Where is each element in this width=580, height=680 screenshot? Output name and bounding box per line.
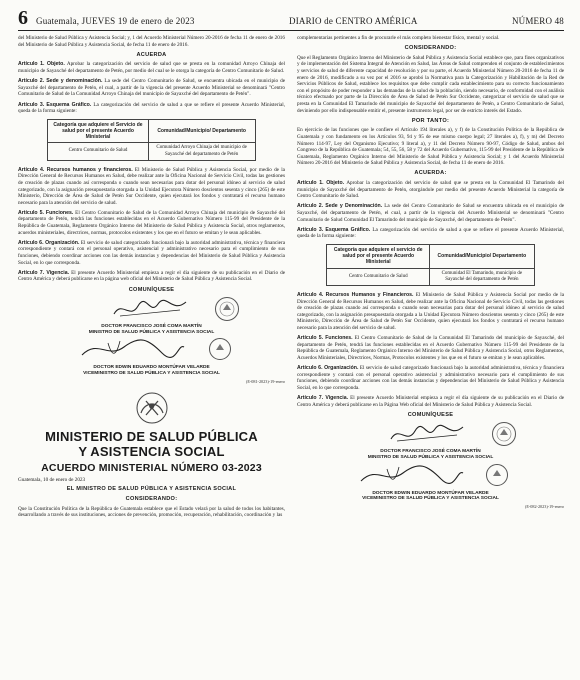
right-signature-area-2	[297, 463, 564, 489]
official-seal-icon	[491, 421, 517, 447]
table-cell-location: Comunidad El Tamarindo, municipio de Sayaxché del departamento de Petén	[430, 268, 535, 285]
right-category-table	[326, 244, 534, 286]
table-cell-category: Centro Comunitario de Salud	[327, 268, 430, 285]
left-article-1: Artículo 1. Objeto. Aprobar la categorización del servicio de salud que se presta en la comunidad Arroyo Chinaja del municipio de Sayaxché del departamento de Petén, por medio del cual se le otorga la categoría de Centro Comunitario de Salud.	[18, 61, 285, 74]
left-intro: del Ministerio de Salud Pública y Asistencia Social; y, 1 del Acuerdo Ministerial Número 20-2016 de fecha 11 de enero de 2016 del Ministerio de Salud Pública y Asistencia Social, de fecha 11 de enero de 2016.	[18, 35, 285, 48]
left-acuerda-heading: ACUERDA	[136, 51, 167, 58]
left-article-2: Artículo 2. Sede y denominación. La sede del Centro Comunitario de Salud, se encuentra ubicada en el municipio de Sayaxché del departamento de Petén, el cual, a partir de la vigencia del presente Acuerdo Ministerial se denominará "Centro Comunitario de Salud de la Comunidad Arroyo Chinaja del municipio de Sayaxché del departamento de Petén".	[18, 78, 286, 98]
left-article-6: Artículo 6. Organización. El servicio de salud categorizado funcionará bajo la autoridad administrativa, técnica y financiera correspondiente y contará con el personal operativo, asistencial y administrativo necesario para el cumplimiento de sus funciones, debiendo coordinar acciones con las demás instancias y dependencias del Ministerio de Salud Pública y Asistencia Social, en lo que corresponda.	[18, 239, 286, 266]
right-signature-1	[297, 449, 564, 460]
por-tanto-text: En ejercicio de las funciones que le confiere el Artículo 194 literales a), y f) de la Constitución Política de la República de Guatemala y con fundamento en los Artículos 93, 94 y 95 de ese mismo cuerpo legal; 27 literales a), f), y m) del Decreto Número 114-97, Ley del Organismo Ejecutivo; 9 literal a), y 11 del Decreto Número 90-97, Código de Salud, ambos del Congreso de la República de Guatemala; 54, 55, 56, 58 y 72 del Acuerdo Gubernativo, 115-99 del Presidente de la República de Guatemala, Reglamento Orgánico Interno del Ministerio de Salud Pública y Asistencia Social; y 1 del Acuerdo Ministerial Número 20-2016 del Ministerio de Salud Pública y Asistencia Social, de fecha 11 de enero de 2016.	[297, 127, 564, 167]
right-publication-code: (E-082-2023)-19-enero	[524, 503, 564, 509]
right-considerando-heading: CONSIDERANDO:	[404, 45, 457, 52]
table-header-category: Categoría que adquiere el Servicio de salud por el presente Acuerdo Ministerial	[48, 119, 148, 143]
left-article-7: Artículo 7. Vigencia. El presente Acuerdo Ministerial empieza a regir el día siguiente de su publicación en el Diario de Centro América y deberá publicarse en la página web oficial del Ministerio de Salud Pública y Asistencia Social.	[18, 269, 285, 283]
ministry-title-line-1: MINISTERIO DE SALUD PÚBLICA	[45, 429, 258, 445]
signature-scribble-icon	[110, 298, 190, 320]
right-article-2: Artículo 2. Sede y Denominación. La sede del Centro Comunitario de Salud se encuentra ubicada en el municipio de Sayaxché, del departamento de Petén, el cual, a partir de la vigencia del Acuerdo Ministerial se denominará "Centro Comunitario de Salud Comunidad El Tamarindo del municipio de Sayaxché, del departamento de Petén".	[297, 203, 565, 223]
page-header	[18, 6, 564, 31]
ministry-title-line-2: Y ASISTENCIA SOCIAL	[78, 444, 225, 460]
signer-2-title: VICEMINISTRO DE SALUD PÚBLICA Y ASISTENCIA SOCIAL	[362, 496, 499, 502]
acuerdo-date: Guatemala, 10 de enero de 2023	[18, 476, 86, 483]
right-article-4: Artículo 4. Recursos Humanos y Financieros. El Ministerio de Salud Pública y Asistencia Social por medio de la Dirección General de Recursos Humanos en Salud, debe realizar ante la Oficina Nacional de Servicio Civil, todas las gestiones de creación de plazas cuando así corresponda o cuando sean necesarias para dotar del personal idóneo al servicio de salud categorizado, con la asignación presupuestaria otorgada a la Unidad Ejecutora Número doscientos sesenta y cinco (265) de este Ministerio, Dirección de Área de Salud de Petén Sur Occidente, quien ejecutará los fondos y contratará el recurso humano necesario para la atención del servicio de salud.	[297, 292, 564, 331]
signer-2-title: VICEMINISTRO DE SALUD PÚBLICA Y ASISTENCIA SOCIAL	[83, 370, 220, 376]
right-signature-2	[297, 491, 564, 502]
left-column	[18, 35, 285, 522]
header-issue-number: NÚMERO 48	[511, 16, 564, 26]
left-signature-area-2	[18, 337, 285, 363]
left-considerando-text: Que la Constitución Política de la República de Guatemala establece que el Estado velará por la salud de todos los habitantes, desarrollando a través de sus instituciones, acciones de prevención, promoción, recuperación, rehabilitación, coordinación y las	[18, 505, 285, 519]
right-article-5: Artículo 5. Funciones. El Centro Comunitario de Salud de la Comunidad El Tamarindo del municipio de Sayaxché, del departamento de Petén, tendrá las funciones establecidas en el Acuerdo Gubernativo Número 115-99 del Presidente de la República de Guatemala, Reglamento Orgánico Interno del Ministerio de Salud Pública y Asistencia Social, otros Reglamentos, Acuerdos Ministeriales, Directrices, Normas, Protocolos existentes y los que en el futuro se emitan y le sean aplicables.	[297, 335, 564, 361]
table-header-location: Comunidad/Municipio/ Departamento	[148, 119, 255, 143]
official-seal-icon	[208, 337, 232, 361]
signer-2-name: DOCTOR EDWIN EDUARDO MONTÚFAR VELARDE	[93, 365, 210, 371]
right-signature-area-1	[297, 421, 564, 447]
page-number: 6	[18, 7, 28, 29]
left-signature-area-1	[18, 296, 285, 322]
ministry-emblem	[18, 391, 285, 425]
right-considerando-text: Que el Reglamento Orgánico Interno del Ministerio de Salud Pública y Asistencia Social establece que, para fines organizativos y de implementación del Sistema Integral de Atención en Salud, las Áreas de Salud comprenden el conjunto de establecimientos y servicios de salud de diferente capacidad de resolución y por su parte, el Acuerdo Ministerial Número 20-2016 de fecha 11 de enero de 2016, modificado a su vez por el 2016 se aprobó la Normativa para la Categorización y Habilitación de la Red de Servicios Públicos de Salud, establece los requisitos que debe cumplir cada establecimiento para su correcto funcionamiento con el propósito de poder responder a las demandas de la salud de la población, siendo necesario, de conformidad con el análisis técnico efectuado por parte de la Dirección de Área de Salud de Petén Sur Occidente, categorizar el servicio de salud que se presta en la Comunidad El Tamarindo del municipio de Sayaxché del departamento de Petén, a Centro Comunitario de Salud, deviniendo por ello indispensable emitir el, presente instrumento legal, por ser de estricto interés del Estado.	[297, 54, 564, 114]
right-acuerda-heading: ACUERDA:	[414, 170, 447, 177]
official-seal-icon	[214, 296, 240, 322]
left-signature-2	[18, 365, 285, 376]
signature-scribble-icon	[78, 337, 188, 361]
official-seal-icon	[485, 463, 509, 487]
header-date: Guatemala, JUEVES 19 de enero de 2023	[36, 16, 195, 26]
left-considerando-heading: CONSIDERANDO:	[125, 495, 178, 502]
signer-1-title: MINISTRO DE SALUD PÚBLICA Y ASISTENCIA SOCIAL	[88, 329, 215, 335]
acuerdo-title: ACUERDO MINISTERIAL NÚMERO 03-2023	[41, 462, 262, 475]
right-article-1: Artículo 1. Objeto. Aprobar la categorización del servicio de salud que se presta en la Comunidad El Tamarindo del municipio de Sayaxché del departamento de Petén, otorgándole por medio del presente Acuerdo Ministerial la categoría de Centro Comunitario de Salud.	[297, 180, 564, 200]
signature-scribble-icon	[357, 463, 467, 487]
right-comuniquese: COMUNÍQUESE	[407, 411, 454, 418]
signer-1-name: DOCTOR FRANCISCO JOSÉ COMA MARTÍN	[101, 324, 202, 330]
left-category-table	[47, 119, 255, 161]
table-header-location: Comunidad/Municipio/ Departamento	[430, 245, 535, 269]
left-publication-code: (E-081-2023)-19-enero	[245, 378, 285, 384]
table-cell-category: Centro Comunitario de Salud	[48, 143, 148, 160]
right-article-7: Artículo 7. Vigencia. El presente Acuerdo Ministerial empieza a regir el día siguiente de su publicación en el Diario de Centro América y deberá publicarse en la Página Web oficial del Ministerio de Salud Pública y Asistencia Social.	[297, 395, 564, 408]
table-cell-location: Comunidad Arroyo Chinaja del municipio de Sayaxché del departamento de Petén	[148, 143, 255, 160]
signature-scribble-icon	[387, 423, 467, 445]
signer-1-title: MINISTRO DE SALUD PÚBLICA Y ASISTENCIA SOCIAL	[367, 455, 494, 461]
right-article-3: Artículo 3. Esquema Gráfico. La categorización del servicio de salud a que se refiere el presente Acuerdo Ministerial, queda de la forma siguiente:	[297, 226, 565, 240]
ministry-heading	[18, 429, 285, 475]
right-column	[297, 35, 564, 522]
signer-2-name: DOCTOR EDWIN EDUARDO MONTÚFAR VELARDE	[372, 490, 489, 496]
left-signature-1	[18, 324, 285, 335]
table-header-category: Categoría que adquiere el servicio de salud por el presente Acuerdo Ministerial	[327, 245, 430, 269]
el-ministro-heading: EL MINISTRO DE SALUD PÚBLICA Y ASISTENCIA SOCIAL	[66, 486, 237, 493]
por-tanto-heading: POR TANTO:	[411, 117, 450, 124]
left-article-5: Artículo 5. Funciones. El Centro Comunitario de Salud de la Comunidad Arroyo Chinaja del municipio de Sayaxché del departamento de Petén, tendrá las funciones establecidas en el Acuerdo Gubernativo Número 115-99 del Presidente de la República de Guatemala, Reglamento Orgánico Interno del Ministerio de Salud Pública y Asistencia Social, otros reglamentos, acuerdos ministeriales, directrices, normas, protocolos existentes y los que en el futuro se emitan y le sean aplicables.	[18, 209, 285, 236]
left-article-3: Artículo 3. Esquema Gráfico. La categorización del servicio de salud a que se refiere el presente Acuerdo Ministerial, queda de la forma siguiente:	[18, 101, 286, 115]
left-article-4: Artículo 4. Recursos humanos y financieros. El Ministerio de Salud Pública y Asistencia Social, por medio de la Dirección General de Recursos Humanos en Salud, debe realizar ante la Oficina Nacional de Servicio Civil, todas las gestiones de creación de plazas cuando así corresponda o cuando sean necesarias para dotar del personal idóneo al servicio de salud categorizado, con la asignación presupuestaria otorgada a la Unidad Ejecutora Número doscientos sesenta y cinco (265) de este Ministerio, Dirección de Área de Salud de Petén Sur Occidente, quien ejecutará los fondos y contratará el recurso humano necesario para la atención del servicio de salud.	[18, 166, 285, 206]
guatemala-coat-of-arms-icon	[135, 391, 169, 425]
right-intro: complementarias pertinentes a fin de procurarle el más completo bienestar físico, mental y social.	[297, 35, 500, 41]
signer-1-name: DOCTOR FRANCISCO JOSÉ COMA MARTÍN	[380, 449, 481, 455]
left-comuniquese: COMUNÍQUESE	[128, 286, 175, 293]
header-newspaper-name: DIARIO de CENTRO AMÉRICA	[289, 16, 418, 26]
right-article-6: Artículo 6. Organización. El servicio de salud categorizado funcionará bajo la autoridad administrativa, técnica y financiera correspondiente y contará con el personal operativo asistencial y administrativo necesario para el cumplimiento de sus funciones, debiendo coordinar acciones con las demás instancias y dependencias del Ministerio de Salud Pública y Asistencia Social, en lo que corresponda.	[297, 365, 565, 391]
